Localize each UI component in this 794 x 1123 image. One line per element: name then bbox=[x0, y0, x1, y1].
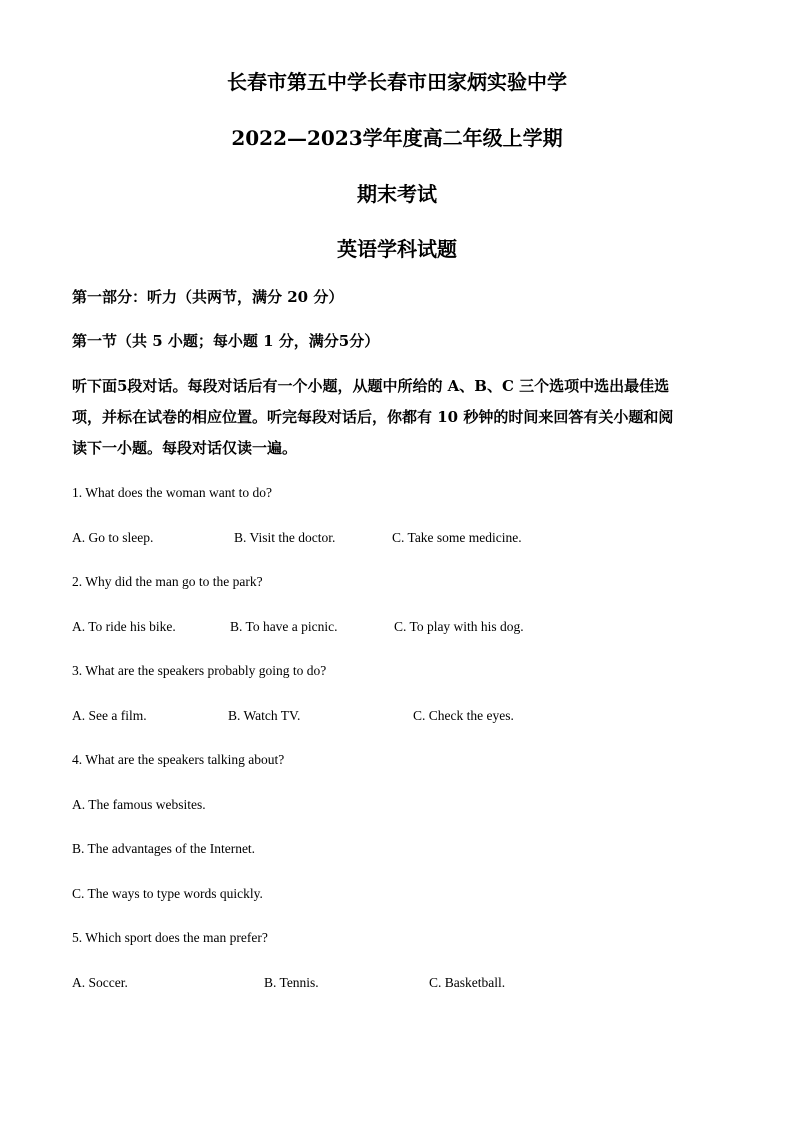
listening-instructions bbox=[72, 376, 722, 469]
question-5-option-c: C. Basketball. bbox=[429, 975, 506, 990]
question-2-option-c: C. To play with his dog. bbox=[394, 619, 524, 634]
question-4-option-b: B. The advantages of the Internet. bbox=[72, 841, 256, 856]
question-3-stem: 3. What are the speakers probably going to do? bbox=[72, 663, 327, 678]
question-1-option-b: B. Visit the doctor. bbox=[234, 530, 336, 545]
question-3-option-a: A. See a film. bbox=[72, 708, 147, 723]
question-2-option-a: A. To ride his bike. bbox=[72, 619, 176, 634]
instruction-line: 听下面5段对话。每段对话后有一个小题，从题中所给的 A、B、C 三个选项中选出最佳选 bbox=[72, 377, 670, 395]
subject-title: 英语学科试题 bbox=[337, 237, 457, 261]
exam-title: 期末考试 bbox=[357, 182, 437, 206]
question-5-option-a: A. Soccer. bbox=[72, 975, 128, 990]
question-4-option-c: C. The ways to type words quickly. bbox=[72, 886, 263, 901]
question-2-stem: 2. Why did the man go to the park? bbox=[72, 574, 263, 589]
question-5-option-b: B. Tennis. bbox=[264, 975, 319, 990]
question-4-option-a: A. The famous websites. bbox=[72, 797, 206, 812]
question-2-option-b: B. To have a picnic. bbox=[230, 619, 338, 634]
instruction-line: 读下一小题。每段对话仅读一遍。 bbox=[72, 439, 298, 457]
school-title: 长春市第五中学长春市田家炳实验中学 bbox=[227, 70, 567, 94]
question-1-option-a: A. Go to sleep. bbox=[72, 530, 154, 545]
question-1-option-c: C. Take some medicine. bbox=[392, 530, 522, 545]
part-one-heading: 第一部分：听力（共两节，满分 20 分） bbox=[72, 288, 344, 306]
question-5-stem: 5. Which sport does the man prefer? bbox=[72, 930, 268, 945]
question-4-stem: 4. What are the speakers talking about? bbox=[72, 752, 285, 767]
question-1-stem: 1. What does the woman want to do? bbox=[72, 485, 272, 500]
instruction-line: 项，并标在试卷的相应位置。听完每段对话后，你都有 10 秒钟的时间来回答有关小题和阅 bbox=[72, 408, 674, 426]
question-3-option-c: C. Check the eyes. bbox=[413, 708, 514, 723]
section-one-heading: 第一节（共 5 小题；每小题 1 分，满分5分） bbox=[72, 332, 380, 350]
question-3-option-b: B. Watch TV. bbox=[228, 708, 301, 723]
academic-year-title: 2022—2023学年度高二年级上学期 bbox=[231, 126, 563, 150]
